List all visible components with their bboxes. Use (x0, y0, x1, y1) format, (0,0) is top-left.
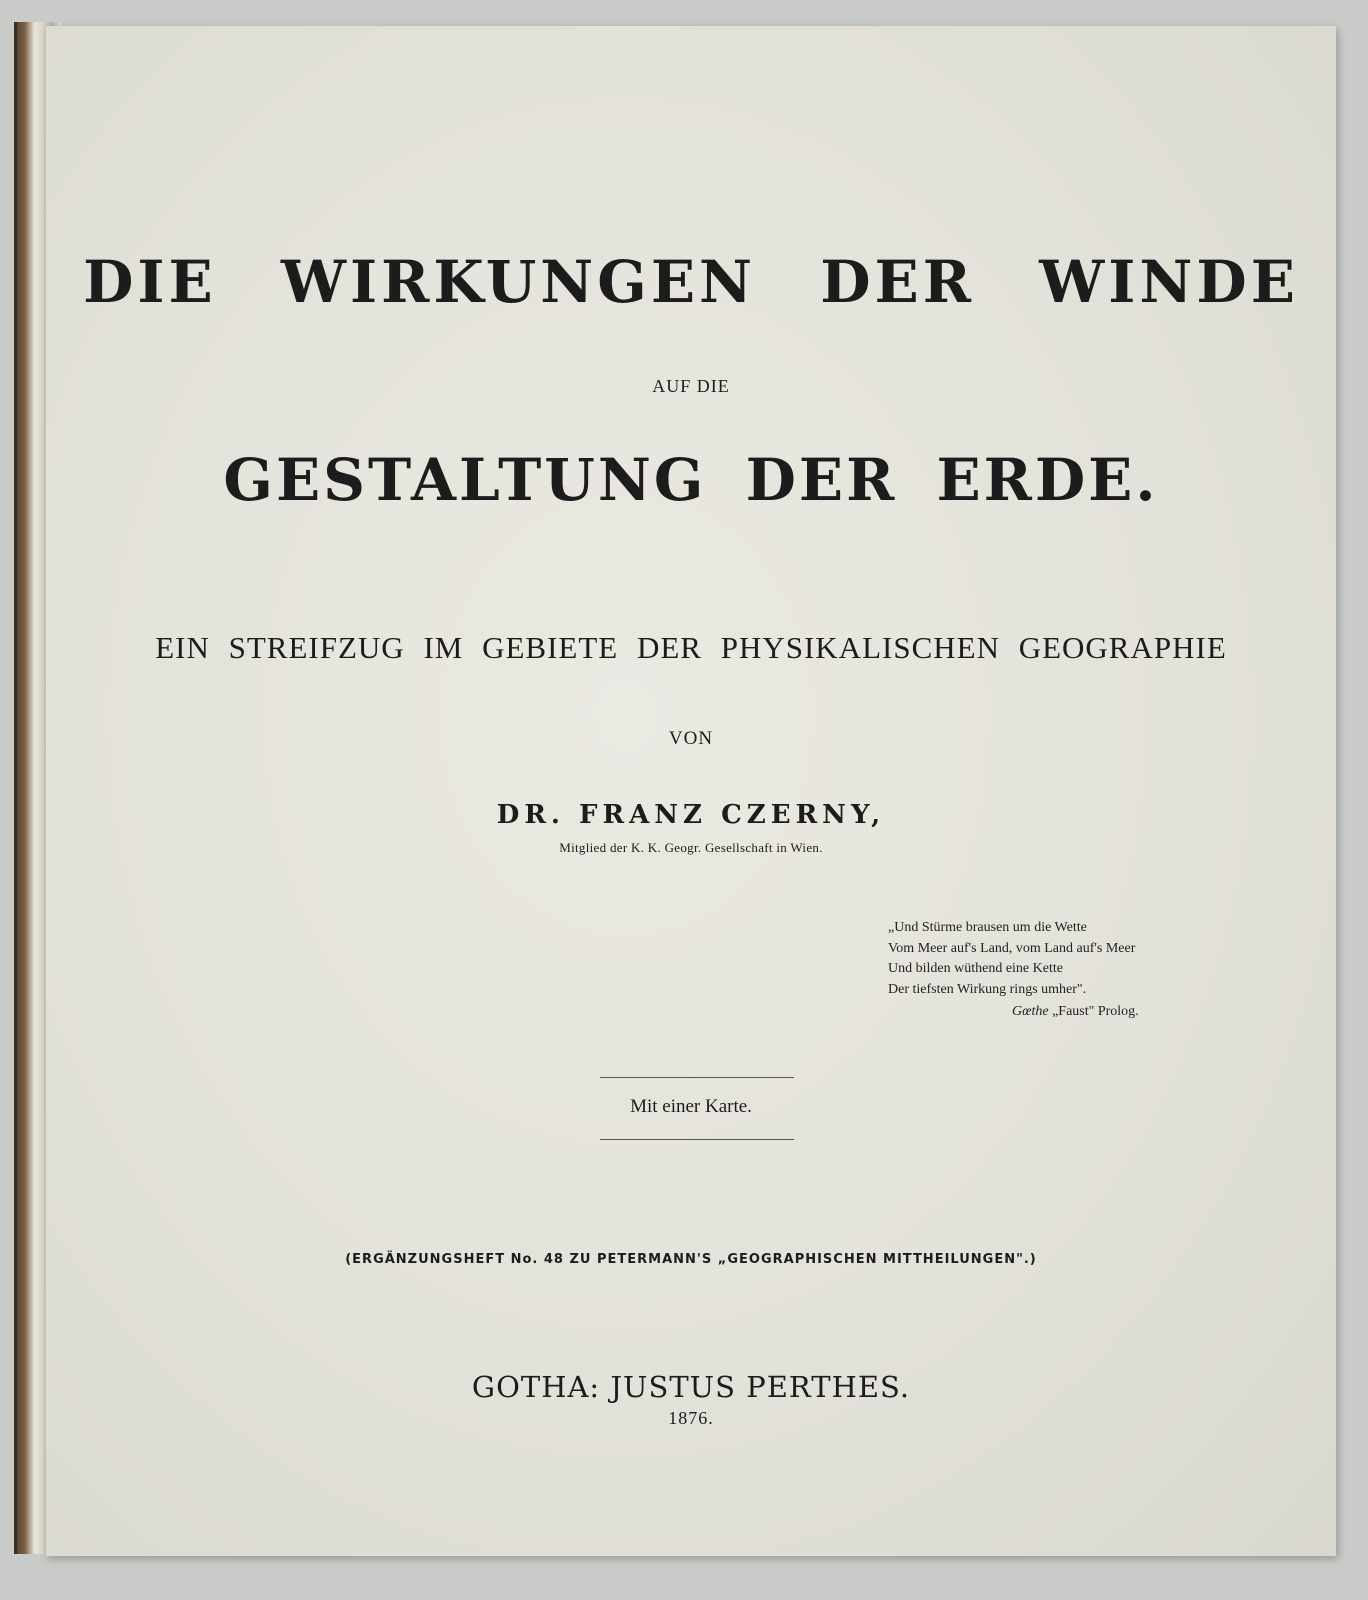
title-line-2: GESTALTUNG DER ERDE. (223, 446, 1159, 514)
publication-year: 1876. (668, 1408, 714, 1428)
by-line: VON (668, 728, 714, 749)
author-affiliation: Mitglied der K. K. Geogr. Gesellschaft in Wien. (559, 840, 823, 855)
divider-top (600, 1077, 794, 1078)
epigraph-line: Vom Meer auf's Land, vom Land auf's Meer (888, 940, 1136, 956)
epigraph-line: Und bilden wüthend eine Kette (888, 961, 1063, 976)
epigraph-work: „Faust" Prolog. (1052, 1004, 1139, 1019)
supplement-note: (ERGÄNZUNGSHEFT No. 48 ZU PETERMANN'S „GEOGRAPHISCHEN MITTHEILUNGEN".) (345, 1252, 1037, 1267)
subtitle: EIN STREIFZUG IM GEBIETE DER PHYSIKALISCHEN GEOGRAPHIE (155, 630, 1227, 665)
divider-bottom (600, 1139, 794, 1140)
title-connector: AUF DIE (652, 376, 730, 396)
epigraph-line: Der tiefsten Wirkung rings umher". (888, 981, 1087, 997)
map-note: Mit einer Karte. (630, 1096, 752, 1117)
epigraph-source (888, 1002, 1228, 1023)
epigraph (888, 918, 1228, 1023)
epigraph-author: Gœthe (1012, 1004, 1049, 1019)
title-line-1: DIE WIRKUNGEN DER WINDE (83, 248, 1299, 316)
publisher: GOTHA: JUSTUS PERTHES. (471, 1370, 911, 1404)
author-name: DR. FRANZ CZERNY, (496, 800, 886, 830)
epigraph-line: „Und Stürme brausen um die Wette (888, 920, 1087, 935)
